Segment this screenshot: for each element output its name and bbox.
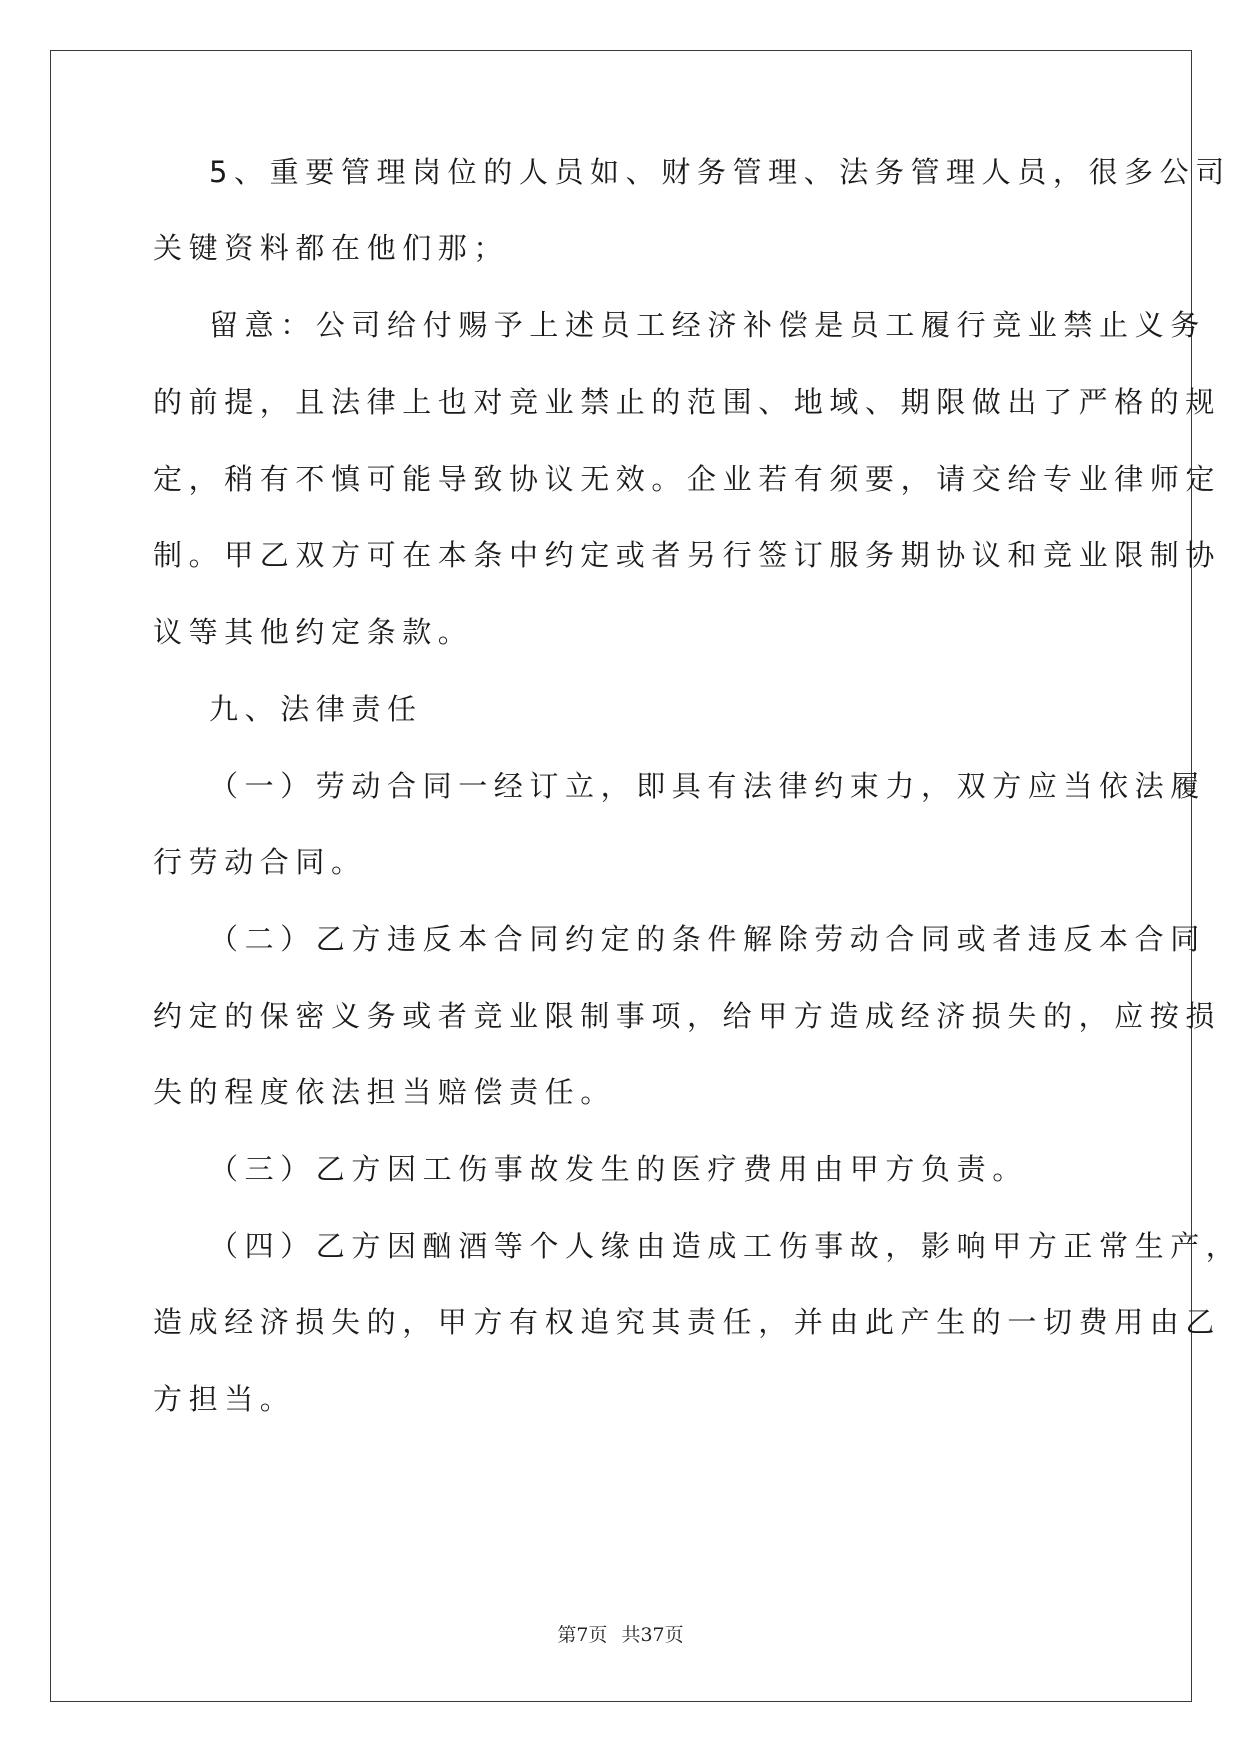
- paragraph-line: 约定的保密义务或者竞业限制事项，给甲方造成经济损失的，应按损: [153, 999, 1222, 1033]
- current-page-label: 第7页: [557, 1624, 608, 1646]
- paragraph-line: 关键资料都在他们那；: [153, 231, 510, 265]
- paragraph-line: （二）乙方违反本合同约定的条件解除劳动合同或者违反本合同: [209, 922, 1206, 956]
- paragraph-line: 5、重要管理岗位的人员如、财务管理、法务管理人员，很多公司: [209, 155, 1231, 189]
- paragraph-line: （四）乙方因酗酒等个人缘由造成工伤事故，影响甲方正常生产，: [209, 1229, 1241, 1263]
- paragraph-line: 留意：公司给付赐予上述员工经济补偿是员工履行竞业禁止义务: [209, 308, 1206, 342]
- paragraph-line: （一）劳动合同一经订立，即具有法律约束力，双方应当依法履: [209, 769, 1206, 803]
- paragraph-line: 方担当。: [153, 1382, 296, 1416]
- paragraph-line: 制。甲乙双方可在本条中约定或者另行签订服务期协议和竞业限制协: [153, 538, 1222, 572]
- page-footer: [0, 1620, 1241, 1647]
- total-pages-label: 共37页: [621, 1624, 684, 1646]
- paragraph-line: （三）乙方因工伤事故发生的医疗费用由甲方负责。: [209, 1152, 1028, 1186]
- paragraph-line: 定，稍有不慎可能导致协议无效。企业若有须要，请交给专业律师定: [153, 462, 1222, 496]
- paragraph-line: 失的程度依法担当赔偿责任。: [153, 1075, 616, 1109]
- paragraph-line: 行劳动合同。: [153, 845, 367, 879]
- section-heading: 九、法律责任: [209, 692, 423, 726]
- paragraph-line: 造成经济损失的，甲方有权追究其责任，并由此产生的一切费用由乙: [153, 1305, 1222, 1339]
- paragraph-line: 议等其他约定条款。: [153, 615, 474, 649]
- paragraph-line: 的前提，且法律上也对竞业禁止的范围、地域、期限做出了严格的规: [153, 385, 1222, 419]
